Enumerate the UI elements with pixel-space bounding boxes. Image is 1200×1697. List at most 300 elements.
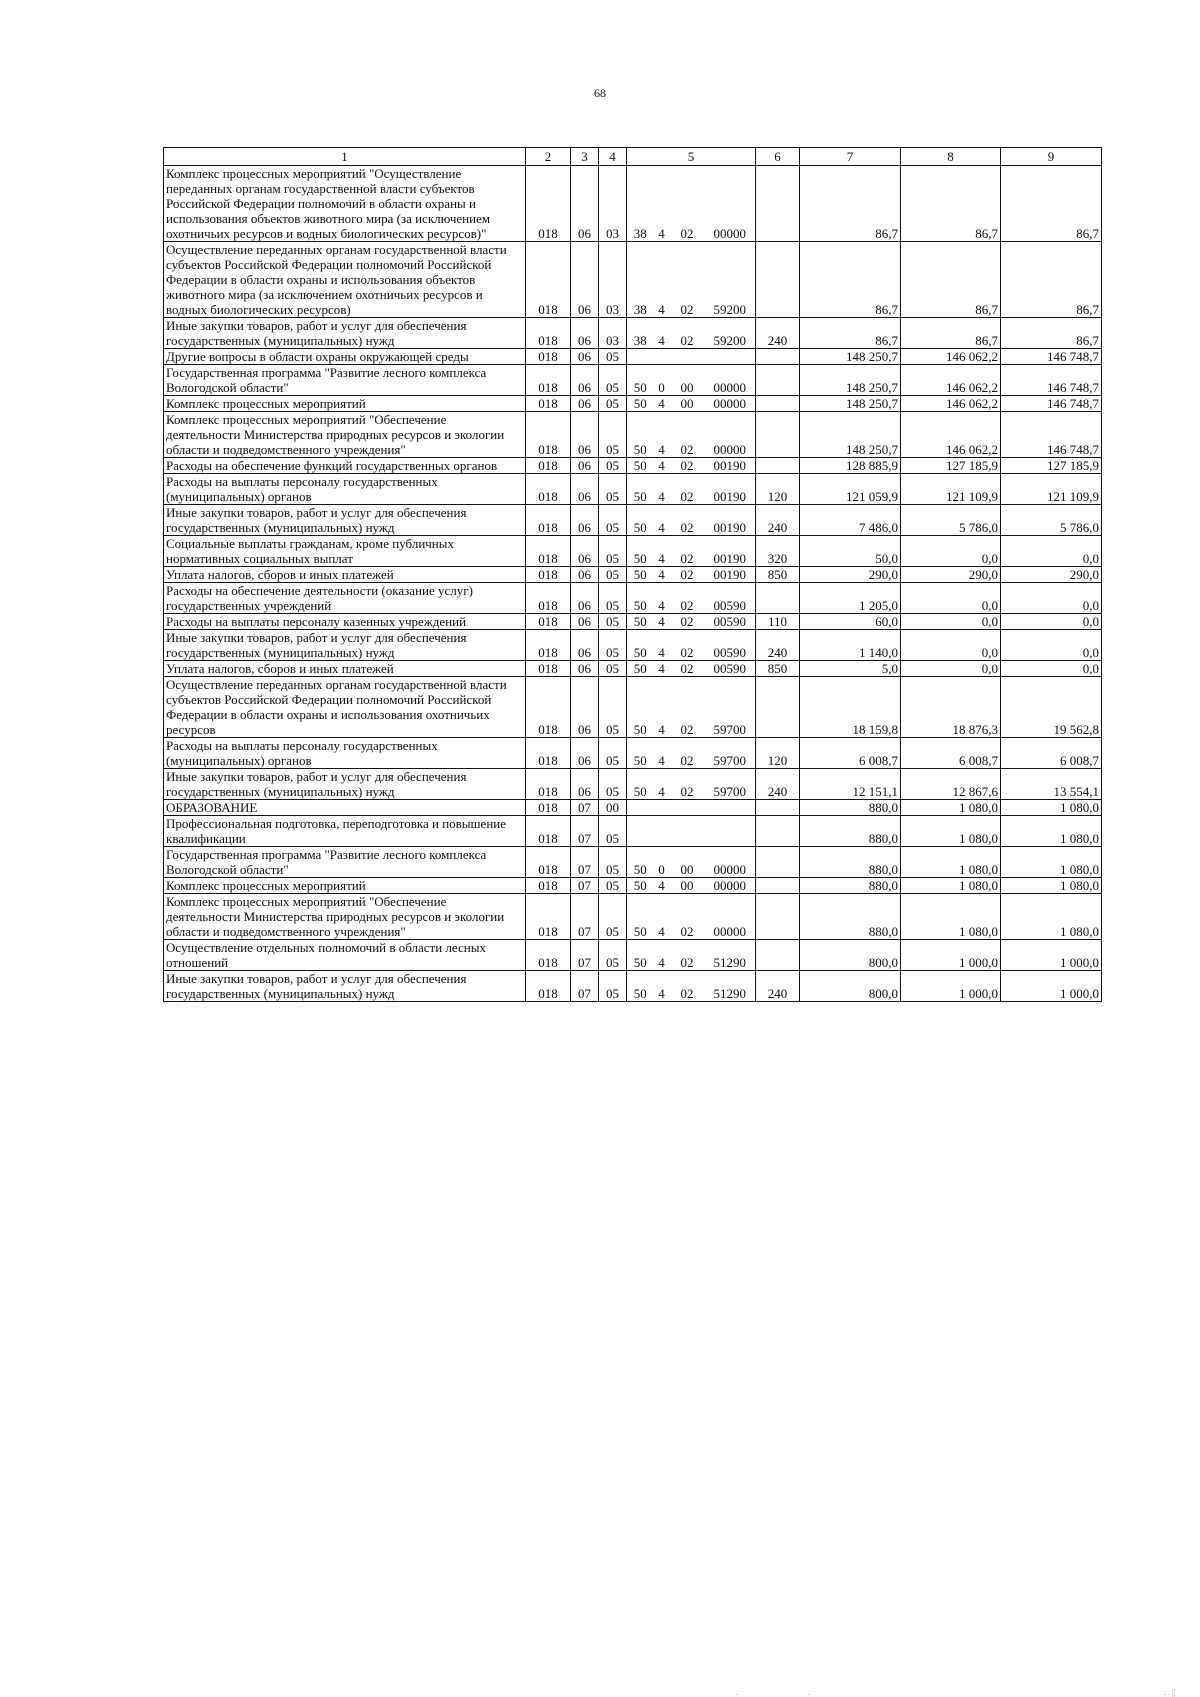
table-row bbox=[164, 677, 1102, 738]
col-header-8: 8 bbox=[901, 148, 1001, 166]
cell-col-4: 05 bbox=[599, 583, 627, 614]
cell-col-4: 05 bbox=[599, 474, 627, 505]
cell-col-5-d: 00190 bbox=[705, 458, 756, 474]
cell-col-7: 880,0 bbox=[800, 878, 901, 894]
cell-col-5-a bbox=[627, 800, 654, 816]
cell-col-6 bbox=[756, 583, 800, 614]
cell-col-5-d bbox=[705, 800, 756, 816]
cell-col-5-d bbox=[705, 816, 756, 847]
cell-col-6: 240 bbox=[756, 630, 800, 661]
cell-col-5-b: 4 bbox=[654, 661, 670, 677]
cell-col-2: 018 bbox=[526, 738, 571, 769]
cell-col-6: 850 bbox=[756, 567, 800, 583]
budget-table bbox=[163, 147, 1102, 1002]
cell-col-2: 018 bbox=[526, 396, 571, 412]
cell-col-5-c: 02 bbox=[670, 318, 705, 349]
table-row bbox=[164, 458, 1102, 474]
cell-col-5-c: 02 bbox=[670, 661, 705, 677]
cell-col-5-d: 51290 bbox=[705, 940, 756, 971]
cell-col-2: 018 bbox=[526, 349, 571, 365]
cell-col-5-c: 02 bbox=[670, 567, 705, 583]
table-row bbox=[164, 878, 1102, 894]
table-row bbox=[164, 318, 1102, 349]
cell-col-5-c: 02 bbox=[670, 583, 705, 614]
row-name: Осуществление переданных органам государственной власти субъектов Российской Федерации полномочий Российской Федерации в области охраны и использования объектов животного мира (за исключением охотничьих ресурсов и водных биологических ресурсов) bbox=[164, 242, 526, 318]
cell-col-5-a: 50 bbox=[627, 847, 654, 878]
cell-col-5-b: 4 bbox=[654, 412, 670, 458]
cell-col-4: 05 bbox=[599, 769, 627, 800]
cell-col-9: 121 109,9 bbox=[1001, 474, 1102, 505]
cell-col-4: 05 bbox=[599, 396, 627, 412]
cell-col-7: 6 008,7 bbox=[800, 738, 901, 769]
cell-col-9: 19 562,8 bbox=[1001, 677, 1102, 738]
row-name: Государственная программа "Развитие лесного комплекса Вологодской области" bbox=[164, 847, 526, 878]
table-row bbox=[164, 769, 1102, 800]
table-row bbox=[164, 474, 1102, 505]
cell-col-5-a: 50 bbox=[627, 878, 654, 894]
cell-col-3: 06 bbox=[571, 318, 599, 349]
cell-col-5-d: 51290 bbox=[705, 971, 756, 1002]
row-name: Расходы на выплаты персоналу казенных учреждений bbox=[164, 614, 526, 630]
cell-col-7: 880,0 bbox=[800, 800, 901, 816]
cell-col-7: 86,7 bbox=[800, 242, 901, 318]
cell-col-7: 148 250,7 bbox=[800, 349, 901, 365]
cell-col-5-a: 50 bbox=[627, 396, 654, 412]
cell-col-7: 880,0 bbox=[800, 847, 901, 878]
cell-col-5-a: 50 bbox=[627, 583, 654, 614]
cell-col-2: 018 bbox=[526, 894, 571, 940]
cell-col-8: 290,0 bbox=[901, 567, 1001, 583]
cell-col-5-b bbox=[654, 800, 670, 816]
cell-col-2: 018 bbox=[526, 458, 571, 474]
cell-col-4: 05 bbox=[599, 847, 627, 878]
cell-col-5-c: 00 bbox=[670, 365, 705, 396]
cell-col-9: 1 080,0 bbox=[1001, 800, 1102, 816]
cell-col-4: 05 bbox=[599, 738, 627, 769]
row-name: Осуществление переданных органам государственной власти субъектов Российской Федерации полномочий Российской Федерации в области охраны и использования охотничьих ресурсов bbox=[164, 677, 526, 738]
cell-col-8: 1 080,0 bbox=[901, 816, 1001, 847]
cell-col-3: 06 bbox=[571, 614, 599, 630]
table-row bbox=[164, 166, 1102, 242]
col-header-2: 2 bbox=[526, 148, 571, 166]
cell-col-3: 06 bbox=[571, 738, 599, 769]
cell-col-7: 18 159,8 bbox=[800, 677, 901, 738]
cell-col-2: 018 bbox=[526, 940, 571, 971]
cell-col-2: 018 bbox=[526, 166, 571, 242]
cell-col-8: 127 185,9 bbox=[901, 458, 1001, 474]
cell-col-5-c: 02 bbox=[670, 242, 705, 318]
cell-col-5-d: 00000 bbox=[705, 847, 756, 878]
cell-col-4: 05 bbox=[599, 458, 627, 474]
cell-col-5-d: 00000 bbox=[705, 166, 756, 242]
row-name: Иные закупки товаров, работ и услуг для обеспечения государственных (муниципальных) нужд bbox=[164, 318, 526, 349]
cell-col-3: 06 bbox=[571, 677, 599, 738]
cell-col-6 bbox=[756, 816, 800, 847]
cell-col-2: 018 bbox=[526, 505, 571, 536]
cell-col-7: 1 140,0 bbox=[800, 630, 901, 661]
cell-col-5-b: 4 bbox=[654, 318, 670, 349]
cell-col-6: 320 bbox=[756, 536, 800, 567]
cell-col-2: 018 bbox=[526, 847, 571, 878]
cell-col-5-b: 4 bbox=[654, 630, 670, 661]
cell-col-2: 018 bbox=[526, 661, 571, 677]
cell-col-9: 13 554,1 bbox=[1001, 769, 1102, 800]
cell-col-5-d: 00590 bbox=[705, 614, 756, 630]
cell-col-5-d: 59700 bbox=[705, 677, 756, 738]
cell-col-8: 1 000,0 bbox=[901, 971, 1001, 1002]
row-name: Осуществление отдельных полномочий в области лесных отношений bbox=[164, 940, 526, 971]
cell-col-7: 880,0 bbox=[800, 816, 901, 847]
table-row bbox=[164, 396, 1102, 412]
cell-col-5-c: 02 bbox=[670, 630, 705, 661]
table-row bbox=[164, 583, 1102, 614]
cell-col-3: 06 bbox=[571, 505, 599, 536]
cell-col-4: 05 bbox=[599, 567, 627, 583]
cell-col-5-d bbox=[705, 349, 756, 365]
cell-col-9: 1 080,0 bbox=[1001, 816, 1102, 847]
cell-col-4: 05 bbox=[599, 971, 627, 1002]
row-name: Расходы на выплаты персоналу государственных (муниципальных) органов bbox=[164, 474, 526, 505]
cell-col-9: 86,7 bbox=[1001, 166, 1102, 242]
table-row bbox=[164, 614, 1102, 630]
cell-col-5-a: 50 bbox=[627, 412, 654, 458]
table-row bbox=[164, 630, 1102, 661]
cell-col-5-c: 02 bbox=[670, 677, 705, 738]
cell-col-5-d: 00190 bbox=[705, 505, 756, 536]
cell-col-7: 60,0 bbox=[800, 614, 901, 630]
cell-col-8: 86,7 bbox=[901, 242, 1001, 318]
cell-col-5-b: 4 bbox=[654, 474, 670, 505]
cell-col-5-c: 00 bbox=[670, 396, 705, 412]
cell-col-7: 128 885,9 bbox=[800, 458, 901, 474]
cell-col-7: 50,0 bbox=[800, 536, 901, 567]
cell-col-3: 06 bbox=[571, 365, 599, 396]
cell-col-4: 05 bbox=[599, 365, 627, 396]
cell-col-5-b: 4 bbox=[654, 458, 670, 474]
cell-col-2: 018 bbox=[526, 971, 571, 1002]
cell-col-5-b: 4 bbox=[654, 583, 670, 614]
cell-col-8: 18 876,3 bbox=[901, 677, 1001, 738]
cell-col-5-b: 4 bbox=[654, 567, 670, 583]
cell-col-7: 800,0 bbox=[800, 971, 901, 1002]
cell-col-3: 06 bbox=[571, 396, 599, 412]
col-header-1: 1 bbox=[164, 148, 526, 166]
cell-col-3: 07 bbox=[571, 971, 599, 1002]
cell-col-5-c bbox=[670, 800, 705, 816]
col-header-7: 7 bbox=[800, 148, 901, 166]
cell-col-6: 240 bbox=[756, 769, 800, 800]
row-name: Расходы на обеспечение функций государственных органов bbox=[164, 458, 526, 474]
table-row bbox=[164, 365, 1102, 396]
row-name: Расходы на выплаты персоналу государственных (муниципальных) органов bbox=[164, 738, 526, 769]
cell-col-5-a: 50 bbox=[627, 505, 654, 536]
cell-col-7: 12 151,1 bbox=[800, 769, 901, 800]
cell-col-3: 07 bbox=[571, 894, 599, 940]
cell-col-5-d: 00190 bbox=[705, 567, 756, 583]
cell-col-6 bbox=[756, 166, 800, 242]
cell-col-5-b: 4 bbox=[654, 166, 670, 242]
col-header-9: 9 bbox=[1001, 148, 1102, 166]
cell-col-6: 850 bbox=[756, 661, 800, 677]
cell-col-5-a: 50 bbox=[627, 630, 654, 661]
cell-col-9: 0,0 bbox=[1001, 583, 1102, 614]
cell-col-7: 86,7 bbox=[800, 166, 901, 242]
cell-col-5-c: 02 bbox=[670, 536, 705, 567]
cell-col-9: 0,0 bbox=[1001, 536, 1102, 567]
cell-col-8: 121 109,9 bbox=[901, 474, 1001, 505]
cell-col-5-c: 02 bbox=[670, 614, 705, 630]
cell-col-6 bbox=[756, 940, 800, 971]
cell-col-9: 5 786,0 bbox=[1001, 505, 1102, 536]
cell-col-9: 86,7 bbox=[1001, 318, 1102, 349]
table-row bbox=[164, 242, 1102, 318]
cell-col-5-d: 00000 bbox=[705, 365, 756, 396]
col-header-5: 5 bbox=[627, 148, 756, 166]
cell-col-9: 146 748,7 bbox=[1001, 396, 1102, 412]
cell-col-3: 06 bbox=[571, 769, 599, 800]
cell-col-5-b bbox=[654, 349, 670, 365]
cell-col-9: 290,0 bbox=[1001, 567, 1102, 583]
table-row bbox=[164, 894, 1102, 940]
cell-col-5-c: 00 bbox=[670, 878, 705, 894]
cell-col-4: 05 bbox=[599, 630, 627, 661]
cell-col-3: 06 bbox=[571, 536, 599, 567]
cell-col-7: 121 059,9 bbox=[800, 474, 901, 505]
cell-col-5-d: 00000 bbox=[705, 412, 756, 458]
cell-col-7: 148 250,7 bbox=[800, 365, 901, 396]
cell-col-5-b: 4 bbox=[654, 505, 670, 536]
cell-col-6 bbox=[756, 458, 800, 474]
cell-col-4: 05 bbox=[599, 505, 627, 536]
cell-col-2: 018 bbox=[526, 878, 571, 894]
table-row bbox=[164, 816, 1102, 847]
cell-col-5-c: 02 bbox=[670, 769, 705, 800]
cell-col-9: 1 080,0 bbox=[1001, 894, 1102, 940]
cell-col-5-c: 02 bbox=[670, 166, 705, 242]
cell-col-9: 6 008,7 bbox=[1001, 738, 1102, 769]
scan-mark: . bbox=[808, 1688, 810, 1697]
cell-col-5-b: 4 bbox=[654, 940, 670, 971]
cell-col-6: 240 bbox=[756, 505, 800, 536]
cell-col-3: 06 bbox=[571, 630, 599, 661]
cell-col-2: 018 bbox=[526, 677, 571, 738]
col-header-6: 6 bbox=[756, 148, 800, 166]
cell-col-8: 86,7 bbox=[901, 166, 1001, 242]
cell-col-2: 018 bbox=[526, 318, 571, 349]
cell-col-8: 1 080,0 bbox=[901, 878, 1001, 894]
cell-col-5-c: 02 bbox=[670, 971, 705, 1002]
cell-col-5-a: 50 bbox=[627, 365, 654, 396]
row-name: Комплекс процессных мероприятий "Обеспечение деятельности Министерства природных ресурсов и экологии области и подведомственного учреждения" bbox=[164, 412, 526, 458]
cell-col-5-b: 4 bbox=[654, 396, 670, 412]
cell-col-7: 800,0 bbox=[800, 940, 901, 971]
cell-col-3: 06 bbox=[571, 583, 599, 614]
cell-col-6: 240 bbox=[756, 971, 800, 1002]
cell-col-5-b: 4 bbox=[654, 536, 670, 567]
cell-col-4: 05 bbox=[599, 878, 627, 894]
cell-col-4: 05 bbox=[599, 677, 627, 738]
table-row bbox=[164, 800, 1102, 816]
cell-col-4: 05 bbox=[599, 661, 627, 677]
cell-col-9: 0,0 bbox=[1001, 614, 1102, 630]
cell-col-8: 0,0 bbox=[901, 583, 1001, 614]
cell-col-8: 146 062,2 bbox=[901, 349, 1001, 365]
cell-col-5-b bbox=[654, 816, 670, 847]
cell-col-3: 06 bbox=[571, 412, 599, 458]
row-name: Расходы на обеспечение деятельности (оказание услуг) государственных учреждений bbox=[164, 583, 526, 614]
cell-col-4: 05 bbox=[599, 940, 627, 971]
cell-col-6 bbox=[756, 396, 800, 412]
cell-col-9: 1 000,0 bbox=[1001, 940, 1102, 971]
cell-col-9: 1 080,0 bbox=[1001, 847, 1102, 878]
cell-col-7: 7 486,0 bbox=[800, 505, 901, 536]
cell-col-2: 018 bbox=[526, 474, 571, 505]
cell-col-9: 146 748,7 bbox=[1001, 365, 1102, 396]
cell-col-7: 290,0 bbox=[800, 567, 901, 583]
table-row bbox=[164, 536, 1102, 567]
cell-col-8: 146 062,2 bbox=[901, 365, 1001, 396]
cell-col-8: 6 008,7 bbox=[901, 738, 1001, 769]
cell-col-3: 06 bbox=[571, 661, 599, 677]
table-row bbox=[164, 971, 1102, 1002]
cell-col-6 bbox=[756, 242, 800, 318]
cell-col-5-b: 4 bbox=[654, 769, 670, 800]
cell-col-5-d: 00000 bbox=[705, 878, 756, 894]
row-name: ОБРАЗОВАНИЕ bbox=[164, 800, 526, 816]
cell-col-8: 12 867,6 bbox=[901, 769, 1001, 800]
cell-col-4: 05 bbox=[599, 536, 627, 567]
cell-col-3: 07 bbox=[571, 800, 599, 816]
cell-col-6 bbox=[756, 349, 800, 365]
row-name: Комплекс процессных мероприятий "Обеспечение деятельности Министерства природных ресурсов и экологии области и подведомственного учреждения" bbox=[164, 894, 526, 940]
cell-col-5-d: 00190 bbox=[705, 536, 756, 567]
cell-col-7: 148 250,7 bbox=[800, 396, 901, 412]
cell-col-5-b: 0 bbox=[654, 365, 670, 396]
table-row bbox=[164, 940, 1102, 971]
row-name: Комплекс процессных мероприятий bbox=[164, 878, 526, 894]
row-name: Государственная программа "Развитие лесного комплекса Вологодской области" bbox=[164, 365, 526, 396]
cell-col-8: 0,0 bbox=[901, 661, 1001, 677]
cell-col-5-a: 50 bbox=[627, 940, 654, 971]
row-name: Уплата налогов, сборов и иных платежей bbox=[164, 661, 526, 677]
page-number: 68 bbox=[594, 86, 606, 100]
cell-col-3: 07 bbox=[571, 847, 599, 878]
cell-col-3: 07 bbox=[571, 816, 599, 847]
cell-col-5-a: 50 bbox=[627, 458, 654, 474]
cell-col-8: 146 062,2 bbox=[901, 412, 1001, 458]
row-name: Другие вопросы в области охраны окружающей среды bbox=[164, 349, 526, 365]
cell-col-3: 07 bbox=[571, 940, 599, 971]
cell-col-5-c: 02 bbox=[670, 894, 705, 940]
cell-col-7: 1 205,0 bbox=[800, 583, 901, 614]
cell-col-5-a: 50 bbox=[627, 769, 654, 800]
cell-col-9: 127 185,9 bbox=[1001, 458, 1102, 474]
cell-col-5-a: 50 bbox=[627, 894, 654, 940]
cell-col-9: 146 748,7 bbox=[1001, 349, 1102, 365]
cell-col-5-a: 50 bbox=[627, 677, 654, 738]
cell-col-5-a bbox=[627, 816, 654, 847]
cell-col-5-d: 00000 bbox=[705, 396, 756, 412]
cell-col-5-b: 4 bbox=[654, 878, 670, 894]
cell-col-5-c bbox=[670, 349, 705, 365]
cell-col-5-c: 02 bbox=[670, 474, 705, 505]
cell-col-5-a: 38 bbox=[627, 166, 654, 242]
cell-col-5-c: 02 bbox=[670, 412, 705, 458]
scan-mark: . bbox=[736, 1688, 738, 1697]
cell-col-5-d: 59200 bbox=[705, 318, 756, 349]
row-name: Социальные выплаты гражданам, кроме публичных нормативных социальных выплат bbox=[164, 536, 526, 567]
cell-col-4: 03 bbox=[599, 318, 627, 349]
cell-col-3: 07 bbox=[571, 878, 599, 894]
cell-col-6 bbox=[756, 800, 800, 816]
cell-col-5-b: 4 bbox=[654, 894, 670, 940]
cell-col-8: 0,0 bbox=[901, 536, 1001, 567]
cell-col-4: 00 bbox=[599, 800, 627, 816]
cell-col-5-b: 4 bbox=[654, 738, 670, 769]
cell-col-5-d: 59700 bbox=[705, 769, 756, 800]
cell-col-8: 1 000,0 bbox=[901, 940, 1001, 971]
cell-col-4: 03 bbox=[599, 166, 627, 242]
cell-col-8: 5 786,0 bbox=[901, 505, 1001, 536]
cell-col-5-d: 00000 bbox=[705, 894, 756, 940]
cell-col-5-a: 38 bbox=[627, 242, 654, 318]
cell-col-4: 05 bbox=[599, 816, 627, 847]
header-row bbox=[164, 148, 1102, 166]
row-name: Иные закупки товаров, работ и услуг для обеспечения государственных (муниципальных) нужд bbox=[164, 769, 526, 800]
cell-col-5-d: 59200 bbox=[705, 242, 756, 318]
scan-mark: . . || bbox=[1164, 1688, 1176, 1697]
cell-col-2: 018 bbox=[526, 800, 571, 816]
table-row bbox=[164, 738, 1102, 769]
cell-col-9: 0,0 bbox=[1001, 661, 1102, 677]
cell-col-5-a: 50 bbox=[627, 536, 654, 567]
cell-col-3: 06 bbox=[571, 474, 599, 505]
cell-col-5-a: 50 bbox=[627, 614, 654, 630]
table-row bbox=[164, 567, 1102, 583]
cell-col-6: 120 bbox=[756, 474, 800, 505]
row-name: Уплата налогов, сборов и иных платежей bbox=[164, 567, 526, 583]
cell-col-6: 110 bbox=[756, 614, 800, 630]
cell-col-7: 880,0 bbox=[800, 894, 901, 940]
cell-col-5-c: 00 bbox=[670, 847, 705, 878]
row-name: Комплекс процессных мероприятий "Осуществление переданных органам государственной власти субъектов Российской Федерации полномочий в области охраны и использования объектов животного мира (за исключением охотничьих ресурсов и водных биологических ресурсов)" bbox=[164, 166, 526, 242]
row-name: Профессиональная подготовка, переподготовка и повышение квалификации bbox=[164, 816, 526, 847]
table-row bbox=[164, 412, 1102, 458]
cell-col-3: 06 bbox=[571, 242, 599, 318]
cell-col-5-d: 00590 bbox=[705, 661, 756, 677]
cell-col-5-d: 00590 bbox=[705, 630, 756, 661]
cell-col-2: 018 bbox=[526, 630, 571, 661]
cell-col-8: 146 062,2 bbox=[901, 396, 1001, 412]
cell-col-2: 018 bbox=[526, 567, 571, 583]
cell-col-3: 06 bbox=[571, 166, 599, 242]
table-row bbox=[164, 505, 1102, 536]
cell-col-6: 240 bbox=[756, 318, 800, 349]
cell-col-6 bbox=[756, 412, 800, 458]
cell-col-9: 0,0 bbox=[1001, 630, 1102, 661]
cell-col-3: 06 bbox=[571, 349, 599, 365]
cell-col-6: 120 bbox=[756, 738, 800, 769]
cell-col-6 bbox=[756, 847, 800, 878]
cell-col-5-d: 00590 bbox=[705, 583, 756, 614]
cell-col-9: 1 000,0 bbox=[1001, 971, 1102, 1002]
cell-col-5-a: 50 bbox=[627, 567, 654, 583]
cell-col-5-b: 4 bbox=[654, 677, 670, 738]
cell-col-8: 1 080,0 bbox=[901, 894, 1001, 940]
cell-col-2: 018 bbox=[526, 242, 571, 318]
cell-col-5-c: 02 bbox=[670, 940, 705, 971]
col-header-4: 4 bbox=[599, 148, 627, 166]
